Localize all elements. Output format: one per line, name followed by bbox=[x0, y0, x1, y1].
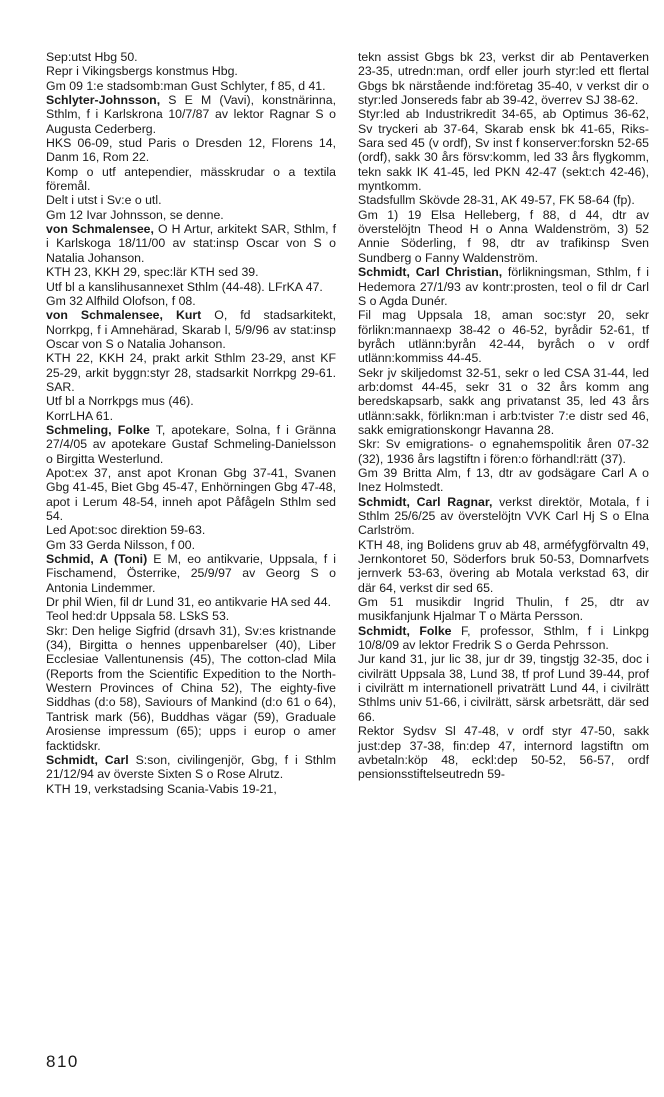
entry-start-paragraph bbox=[46, 753, 336, 782]
entry-paragraph bbox=[46, 50, 336, 64]
entry-paragraph bbox=[358, 193, 649, 207]
page-number: 810 bbox=[46, 1052, 79, 1071]
entry-text: Komp o utf antependier, mässkrudar o a textila föremål. bbox=[46, 164, 336, 194]
entry-headword: von Schmalensee, Kurt bbox=[46, 308, 202, 323]
entry-headword: Schmeling, Folke bbox=[46, 422, 150, 437]
entry-text: Sekr jv skiljedomst 32-51, sekr o led CSA 31-44, led arb:domst 44-45, sekr 31 o 32 års komm ang beredskapsarb, sakk ang privatanst 35, led 43 års utlänn:sakk, förlikn:man i arb:tvister 7:e distr sed 46, sakk emigrationskongr Havanna 28. bbox=[358, 365, 649, 437]
entry-start-paragraph bbox=[46, 308, 336, 351]
entry-text: Styr:led ab Industrikredit 34-65, ab Optimus 36-62, Sv tryckeri ab 37-64, Skarab ensk bk 41-65, Riks-Sara sed 45 (v ordf), Sv inst f konserver:forskn 52-65 (ordf), sakk 30 års försv:komm, led 33 års flygkomm, tekn sakk IK 41-45, led PKN 42-47 (sekt:ch 42-46), myntkomm. bbox=[358, 107, 649, 194]
entry-text: Jur kand 31, jur lic 38, jur dr 39, tingstjg 32-35, doc i civilrätt Uppsala 38, Lund 38, tf prof Lund 39-44, prof i civilrätt m internationell privaträtt Lund 44, i civilrätt Sthlms univ 51-66, i civilrätt, särsk arbetsrätt, där sed 66. bbox=[358, 652, 649, 724]
entry-paragraph bbox=[46, 165, 336, 194]
entry-text: KTH 23, KKH 29, spec:lär KTH sed 39. bbox=[46, 265, 259, 280]
entry-start-paragraph bbox=[46, 552, 336, 595]
entry-paragraph bbox=[358, 308, 649, 365]
entry-text: Gm 09 1:e stadsomb:man Gust Schlyter, f 85, d 41. bbox=[46, 78, 326, 93]
entry-text: Delt i utst i Sv:e o utl. bbox=[46, 193, 162, 208]
entry-start-paragraph bbox=[358, 265, 649, 308]
entry-paragraph bbox=[358, 437, 649, 466]
entry-text: Apot:ex 37, anst apot Kronan Gbg 37-41, Svanen Gbg 41-45, Biet Gbg 45-47, Enhörningen Gbg 47-48, apot i Lerum 48-54, inneh apot Påfågeln Sthlm sed 54. bbox=[46, 465, 336, 523]
entry-paragraph bbox=[46, 351, 336, 394]
entry-text: Gm 12 Ivar Johnsson, se denne. bbox=[46, 207, 224, 222]
entry-paragraph bbox=[358, 107, 649, 193]
entry-headword: Schlyter-Johnsson, bbox=[46, 93, 161, 108]
entry-paragraph bbox=[46, 538, 336, 552]
entry-start-paragraph bbox=[358, 624, 649, 653]
entry-paragraph bbox=[46, 394, 336, 408]
entry-paragraph bbox=[358, 366, 649, 438]
entry-paragraph bbox=[358, 50, 649, 107]
entry-start-paragraph bbox=[46, 93, 336, 136]
entry-paragraph bbox=[46, 466, 336, 523]
entry-text: E M, eo antikvarie, Uppsala, f i Fischamend, Österrike, 25/9/97 av Georg S o Antonia Lindemmer. bbox=[46, 552, 336, 595]
entry-paragraph bbox=[46, 523, 336, 537]
entry-paragraph bbox=[46, 193, 336, 207]
entry-text: Gm 51 musikdir Ingrid Thulin, f 25, dtr av musikfanjunk Hjalmar T o Märta Persson. bbox=[358, 595, 649, 624]
entry-paragraph bbox=[46, 280, 336, 294]
entry-paragraph bbox=[358, 208, 649, 265]
entry-text: Led Apot:soc direktion 59-63. bbox=[46, 523, 206, 538]
entry-paragraph bbox=[358, 538, 649, 595]
entry-paragraph bbox=[358, 466, 649, 495]
entry-text: Utf bl a kanslihusannexet Sthlm (44-48). LFrKA 47. bbox=[46, 279, 323, 294]
entry-text: KTH 48, ing Bolidens gruv ab 48, arméfygförvaltn 49, Jernkontoret 50, Söderfors bruk 50-53, Domnarfvets jernverk 53-63, övering ab Motala verkstad 63, dir där 64, verkst dir sed 65. bbox=[358, 537, 649, 595]
entry-paragraph bbox=[358, 595, 649, 624]
entry-paragraph bbox=[46, 294, 336, 308]
entry-paragraph bbox=[46, 782, 336, 796]
entry-text: Stadsfullm Skövde 28-31, AK 49-57, FK 58-64 (fp). bbox=[358, 193, 635, 208]
entry-text: F, professor, Sthlm, f i Linkpg 10/8/09 av lektor Fredrik S o Gerda Pehrsson. bbox=[358, 623, 649, 653]
entry-start-paragraph bbox=[358, 495, 649, 538]
entry-text: KTH 22, KKH 24, prakt arkit Sthlm 23-29, anst KF 25-29, arkit byggn:styr 28, stadsarkit Norrkpg 29-61. SAR. bbox=[46, 351, 336, 394]
entry-paragraph bbox=[46, 624, 336, 753]
entry-paragraph bbox=[46, 609, 336, 623]
entry-paragraph bbox=[46, 265, 336, 279]
right-column bbox=[358, 50, 649, 782]
entry-text: S:son, civilingenjör, Gbg, f i Sthlm 21/12/94 av överste Sixten S o Rose Alrutz. bbox=[46, 752, 336, 782]
entry-start-paragraph bbox=[46, 423, 336, 466]
entry-text: verkst direktör, Motala, f i Sthlm 25/6/25 av överstelöjtn VVK Carl Hj S o Elna Carlström. bbox=[358, 494, 649, 538]
entry-headword: Schmidt, Carl Christian, bbox=[358, 265, 503, 280]
entry-paragraph bbox=[46, 208, 336, 222]
entry-text: T, apotekare, Solna, f i Gränna 27/4/05 av apotekare Gustaf Schmeling-Danielsson o Birgitta Westerlund. bbox=[46, 422, 336, 466]
entry-text: S E M (Vavi), konstnärinna, Sthlm, f i Karlskrona 10/7/87 av lektor Ragnar S o Augusta Cederberg. bbox=[46, 93, 336, 136]
entry-paragraph bbox=[46, 64, 336, 78]
entry-text: Gm 33 Gerda Nilsson, f 00. bbox=[46, 537, 195, 552]
entry-text: Gm 32 Alfhild Olofson, f 08. bbox=[46, 293, 196, 308]
entry-paragraph bbox=[46, 595, 336, 609]
entry-paragraph bbox=[358, 652, 649, 724]
entry-paragraph bbox=[46, 79, 336, 93]
entry-paragraph bbox=[46, 136, 336, 165]
entry-headword: Schmid, A (Toni) bbox=[46, 552, 148, 567]
entry-text: Dr phil Wien, fil dr Lund 31, eo antikvarie HA sed 44. bbox=[46, 595, 332, 610]
entry-text: Repr i Vikingsbergs konstmus Hbg. bbox=[46, 64, 238, 79]
entry-text: förlikningsman, Sthlm, f i Hedemora 27/1/93 av kontr:prosten, teol o fil dr Carl S o Agda Dunér. bbox=[358, 265, 649, 308]
entry-text: Gm 1) 19 Elsa Helleberg, f 88, d 44, dtr av överstelöjtn Theod H o Anna Waldenström, 3) 52 Annie Söderling, f 98, dtr av trafikinsp Sven Sundberg o Fanny Waldenström. bbox=[358, 207, 649, 265]
entry-text: Teol hed:dr Uppsala 58. LSkS 53. bbox=[46, 609, 230, 624]
entry-text: Rektor Sydsv Sl 47-48, v ordf styr 47-50, sakk just:dep 37-38, fin:dep 47, internord lagstiftn om avbetaln:köp 48, eckl:dep 50-52, 56-57, ordf pensionsstiftelseutredn 59- bbox=[358, 724, 649, 782]
entry-paragraph bbox=[358, 724, 649, 781]
left-column bbox=[46, 50, 336, 796]
entry-headword: Schmidt, Folke bbox=[358, 623, 452, 638]
entry-headword: von Schmalensee, bbox=[46, 222, 154, 237]
entry-text: O H Artur, arkitekt SAR, Sthlm, f i Karlskoga 18/11/00 av stat:insp Oscar von S o Natalia Johanson. bbox=[46, 222, 336, 265]
entry-paragraph bbox=[46, 409, 336, 423]
entry-text: Gm 39 Britta Alm, f 13, dtr av godsägare Carl A o Inez Holmstedt. bbox=[358, 465, 649, 495]
entry-text: Sep:utst Hbg 50. bbox=[46, 50, 138, 64]
entry-text: KTH 19, verkstadsing Scania-Vabis 19-21, bbox=[46, 781, 277, 796]
entry-text: Utf bl a Norrkpgs mus (46). bbox=[46, 394, 194, 409]
entry-text: O, fd stadsarkitekt, Norrkpg, f i Amnehärad, Skarab l, 5/9/96 av stat:insp Oscar von S o Natalia Johanson. bbox=[46, 308, 336, 351]
entry-text: tekn assist Gbgs bk 23, verkst dir ab Pentaverken 23-35, utredn:man, ordf eller jourh styr:led ett flertal Gbgs bk närstående ind:företag 35-40, v verkst dir o styr:led Jonsereds fabr ab 39-42, överrev SJ 38-62. bbox=[358, 50, 649, 108]
entry-text: Skr: Sv emigrations- o egnahemspolitik åren 07-32 (32), 1936 års lagstiftn i fören:o förhandl:rätt (37). bbox=[358, 437, 649, 466]
entry-headword: Schmidt, Carl bbox=[46, 752, 129, 767]
entry-text: HKS 06-09, stud Paris o Dresden 12, Florens 14, Danm 16, Rom 22. bbox=[46, 136, 336, 165]
entry-start-paragraph bbox=[46, 222, 336, 265]
entry-text: Skr: Den helige Sigfrid (drsavh 31), Sv:es kristnande (34), Birgitta o hennes uppenbarelser (40), Liber Ecclesiae Vallentunensis (45), The cotton-clad Mila (Reports from the Scientific Expedition to the North-Western Provinces of China 52), The eighty-five Siddhas (d:o 58), Saviours of Mankind (d:o 61 o 64), Tantrisk mark (56), Buddhas vägar (59), Graduale Arosiense impressum (65); upps i europ o amer facktidskr. bbox=[46, 623, 336, 753]
entry-headword: Schmidt, Carl Ragnar, bbox=[358, 494, 493, 509]
entry-text: Fil mag Uppsala 18, aman soc:styr 20, sekr förlikn:mannaexp 38-42 o 46-52, byrådir 52-61, tf byråch utlänn:byrån 42-44, byråch o v ordf utlänn:kommiss 44-45. bbox=[358, 308, 649, 366]
entry-text: KorrLHA 61. bbox=[46, 408, 113, 423]
